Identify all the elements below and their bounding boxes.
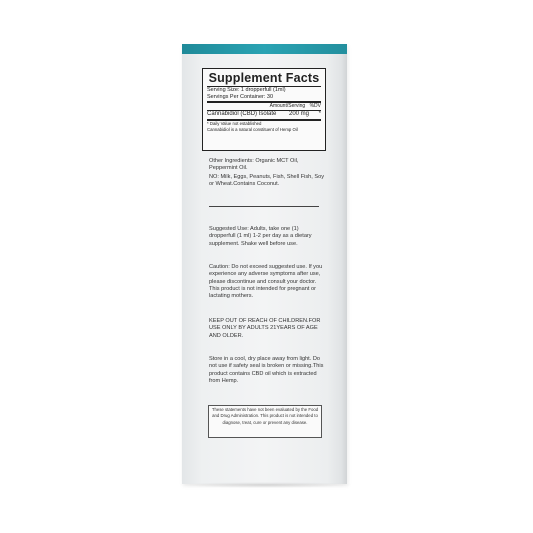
ingredient-dv: * [318,111,321,117]
amount-serving-header: Amount/Serving [269,103,306,109]
caution-statement: Caution: Do not exceed suggested use. If you experience any adverse symptoms after use, please discontinue and consult your doctor. This product is not intended for pregnant or lactating mothers. [209,264,323,300]
dv-header: %DV [309,103,321,109]
keep-out-of-reach: KEEP OUT OF REACH OF CHILDREN.FOR USE ONLY BY ADULTS 21YEARS OF AGE AND OLDER. [209,318,321,339]
constituent-note: Cannabidiol is a natural constituent of Hemp Oil [207,127,298,132]
suggested-use: Suggested Use: Adults, take one (1) dropperfull (1 ml) 1-2 per day as a dietary supplement. Shake well before use. [209,226,312,247]
facts-column-header [207,103,321,110]
facts-ingredient-row [207,111,321,118]
allergen-statement: NO: Milk, Eggs, Peanuts, Fish, Shell Fish, Soy or Wheat.Contains Coconut. [209,174,325,188]
serving-size: Serving Size: 1 dropperfull (1ml) [207,87,286,93]
supplement-facts-title: Supplement Facts [208,71,320,85]
other-ingredients: Other Ingredients: Organic MCT Oil, Peppermint Oil. [209,158,299,172]
supplement-facts-panel [202,68,326,151]
ingredient-amount: 200 mg [288,111,309,117]
teal-accent-band [182,44,347,54]
fda-disclaimer-box: These statements have not been evaluated by the Food and Drug Administration. This product is not intended to diagnose, treat, cure or prevent any disease. [208,405,322,438]
dv-note: * Daily Value not established [207,121,262,126]
ingredient-name: Cannabidiol (CBD) Isolate [207,111,277,117]
box-shadow [178,482,354,488]
storage-statement: Store in a cool, dry place away from light. Do not use if safety seal is broken or missing.This product contains CBD oil which is extracted from Hemp. [209,356,324,384]
section-divider [209,206,319,207]
servings-per-container: Servings Per Container: 30 [207,93,274,100]
box-side-shading [341,54,347,484]
